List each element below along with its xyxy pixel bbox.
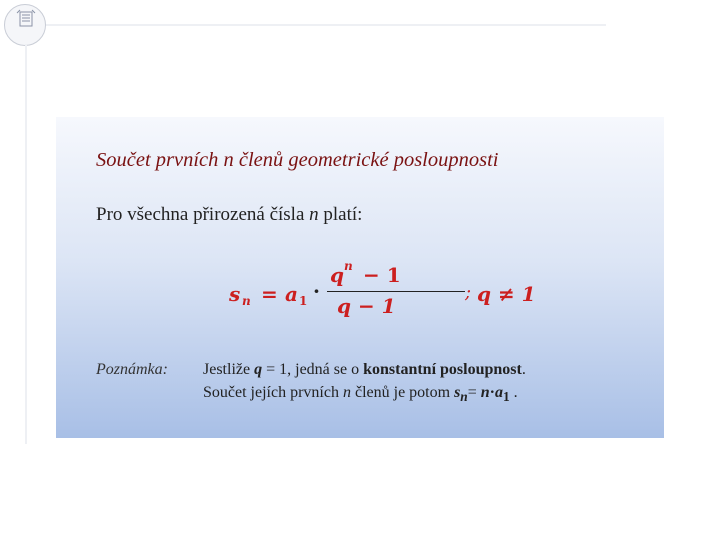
- school-crest-icon: [5, 5, 47, 47]
- formula-dot: ·: [313, 279, 320, 303]
- left-decorative-line: [25, 44, 27, 444]
- formula-a-subscript: 1: [299, 294, 308, 308]
- formula-numerator-exponent: n: [344, 259, 353, 273]
- formula-s: s: [229, 282, 241, 306]
- intro-prefix: Pro všechna přirozená čísla: [96, 204, 310, 225]
- note-s-variable: s: [454, 384, 461, 401]
- formula-numerator-q: q: [330, 263, 344, 287]
- note-line-1: Jestliže q = 1, jedná se o konstantní posloupnost.: [203, 361, 526, 378]
- formula-equals: =: [261, 282, 278, 306]
- sum-formula: [229, 259, 536, 325]
- note-q-variable: q: [254, 361, 263, 378]
- formula-condition: q ≠ 1: [477, 282, 536, 306]
- note-line-2: Součet jejích prvních n členů je potom $s_n= n\cdot a_1$ .: [203, 384, 518, 405]
- intro-suffix: platí:: [318, 204, 363, 225]
- formula-a: a: [285, 282, 298, 306]
- formula-s-subscript: n: [242, 294, 251, 308]
- formula-separator: ;: [465, 282, 472, 303]
- note-n-variable: n: [342, 384, 351, 401]
- intro-variable: n: [309, 204, 319, 225]
- slide-title: Součet prvních n členů geometrické posloupnosti: [96, 149, 499, 171]
- formula-numerator-rest: − 1: [363, 263, 401, 287]
- note-label: Poznámka:: [96, 361, 168, 378]
- formula-denominator: q − 1: [337, 294, 396, 318]
- intro-text: [96, 204, 362, 226]
- fraction-bar: [327, 291, 465, 292]
- note-bold-term: konstantní posloupnost: [363, 361, 522, 378]
- school-logo: [4, 4, 46, 46]
- top-decorative-line: [46, 24, 606, 26]
- content-panel: [56, 117, 664, 438]
